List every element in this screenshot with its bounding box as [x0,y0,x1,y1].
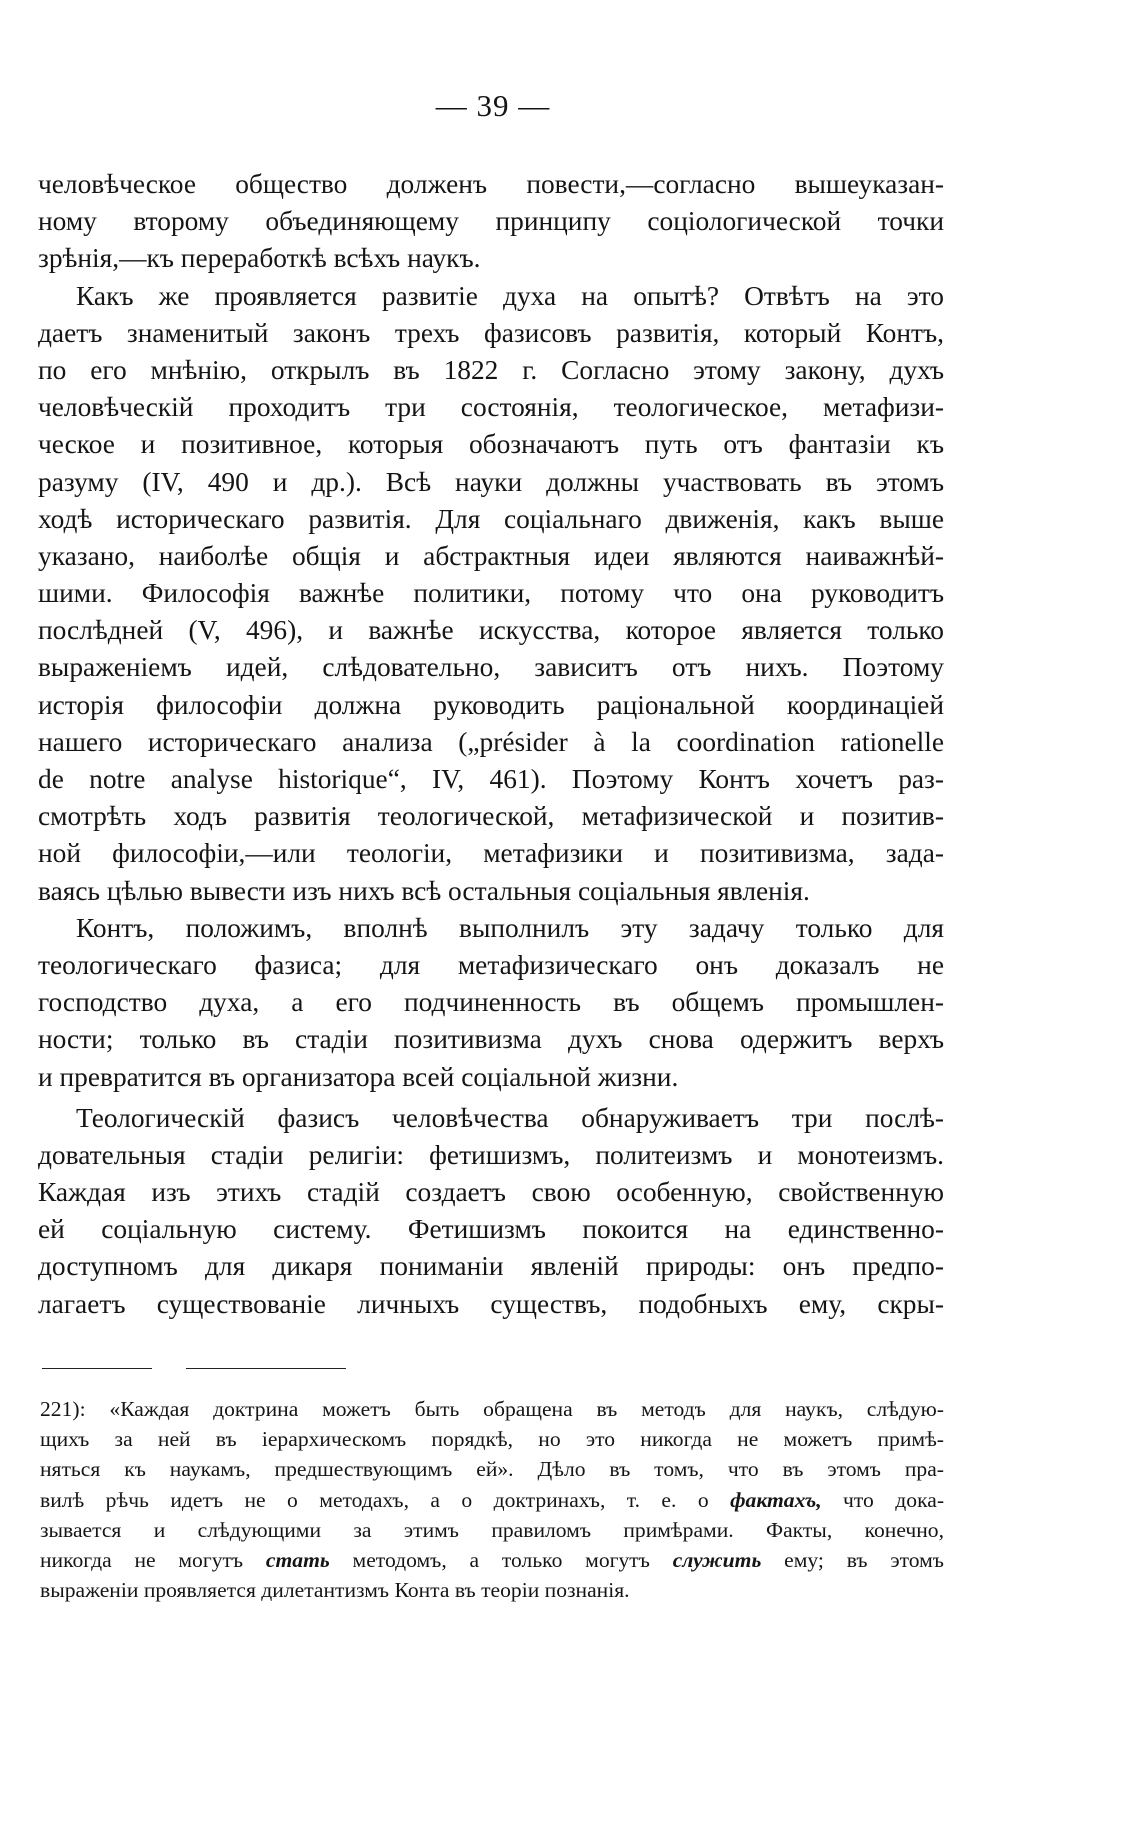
paragraph [38,166,944,278]
text-line: человѣческое общество долженъ повести,—согласно вышеуказан- [38,169,944,199]
paragraph [38,910,944,1096]
emphasis: стать [265,1547,330,1572]
paragraph [38,1100,944,1323]
footnote [40,1394,944,1605]
page-number: — 39 — [435,88,551,123]
text-line: Какъ же проявляется развитіе духа на опытѣ? Отвѣтъ на это [76,280,944,311]
text-line: лагаетъ существованіе личныхъ существъ, подобныхъ ему, скры- [38,1288,944,1319]
emphasis: фактахъ, [730,1487,822,1512]
text-line: по его мнѣнію, открылъ въ 1822 г. Согласно этому закону, духъ [38,354,944,385]
text-line: и превратится въ организатора всей соціальной жизни. [38,1061,679,1092]
text-line: ходѣ историческаго развитія. Для соціальнаго движенія, какъ выше [38,503,944,534]
text-line: ческое и позитивное, которыя обозначаютъ путь отъ фантазіи къ [38,429,944,460]
text-line: господство духа, а его подчиненность въ общемъ промышлен- [38,987,944,1018]
text-line: ной философіи,—или теологіи, метафизики и позитивизма, зада- [38,838,944,869]
text-line: de notre analyse historique“, IV, 461). Поэтому Контъ хочетъ раз- [38,764,944,794]
footnote-marker: 221): [40,1397,86,1421]
text-line: человѣческій проходитъ три состоянія, теологическое, метафизи- [38,392,944,423]
text-line: послѣдней (V, 496), и важнѣе искусства, которое является только [38,615,944,646]
text-line: нашего историческаго анализа („présider à la coordination rationelle [38,726,944,757]
text-line: ности; только въ стадіи позитивизма духъ снова одержитъ верхъ [38,1024,944,1055]
footnote-line: щихъ за ней въ іерархическомъ порядкѣ, но это никогда не можетъ примѣ- [40,1427,944,1452]
text-line: исторія философіи должна руководить раціональной координаціей [38,689,944,720]
footnote-line: 221): «Каждая доктрина можетъ быть обращена въ методъ для наукъ, слѣдую- [40,1397,944,1421]
text-line: ей соціальную систему. Фетишизмъ покоится на единственно- [38,1214,944,1245]
text-line: разуму (IV, 490 и др.). Всѣ науки должны участвовать въ этомъ [38,466,944,497]
footnote-divider [42,1368,152,1369]
text-line: зрѣнія,—къ переработкѣ всѣхъ наукъ. [38,243,481,274]
text-line: шими. Философія важнѣе политики, потому что она руководитъ [38,578,944,609]
text-line: указано, наиболѣе общія и абстрактныя идеи являются наиважнѣй- [38,540,944,571]
text-line: Теологическій фазисъ человѣчества обнаруживаетъ три послѣ- [76,1102,944,1133]
main-text [38,166,944,1323]
footnote-line: няться къ наукамъ, предшествующимъ ей». Дѣло въ томъ, что въ этомъ пра- [40,1457,944,1482]
text-line: выраженіемъ идей, слѣдовательно, зависитъ отъ нихъ. Поэтому [38,652,944,683]
text-line: довательныя стадіи религіи: фетишизмъ, политеизмъ и монотеизмъ. [38,1139,944,1170]
text-line: ваясь цѣлью вывести изъ нихъ всѣ остальныя соціальныя явленія. [38,875,810,906]
footnote-line: вилѣ рѣчь идетъ не о методахъ, а о доктринахъ, т. е. о фактахъ, что дока- [40,1487,945,1512]
footnote-line: выраженіи проявляется дилетантизмъ Конта въ теоріи познанія. [40,1578,630,1603]
text-line: теологическаго фазиса; для метафизическаго онъ доказалъ не [38,949,944,980]
text-line: Контъ, положимъ, вполнѣ выполнилъ эту задачу только для [76,912,944,943]
footnote-line: никогда не могутъ стать методомъ, а только могутъ служить ему; въ этомъ [40,1547,944,1572]
footnote-divider [186,1368,346,1369]
text-line: доступномъ для дикаря пониманіи явленій природы: онъ предпо- [38,1251,944,1282]
emphasis: служить [672,1547,762,1572]
text-line: Каждая изъ этихъ стадій создаетъ свою особенную, свойственную [38,1177,944,1208]
paragraph [38,278,944,910]
text-line: ному второму объединяющему принципу соціологической точки [38,206,944,237]
text-line: смотрѣть ходъ развитія теологической, метафизической и позитив- [38,801,944,832]
footnote-line: зывается и слѣдующими за этимъ правиломъ примѣрами. Факты, конечно, [40,1517,944,1542]
text-line: даетъ знаменитый законъ трехъ фазисовъ развитія, который Контъ, [38,317,944,348]
